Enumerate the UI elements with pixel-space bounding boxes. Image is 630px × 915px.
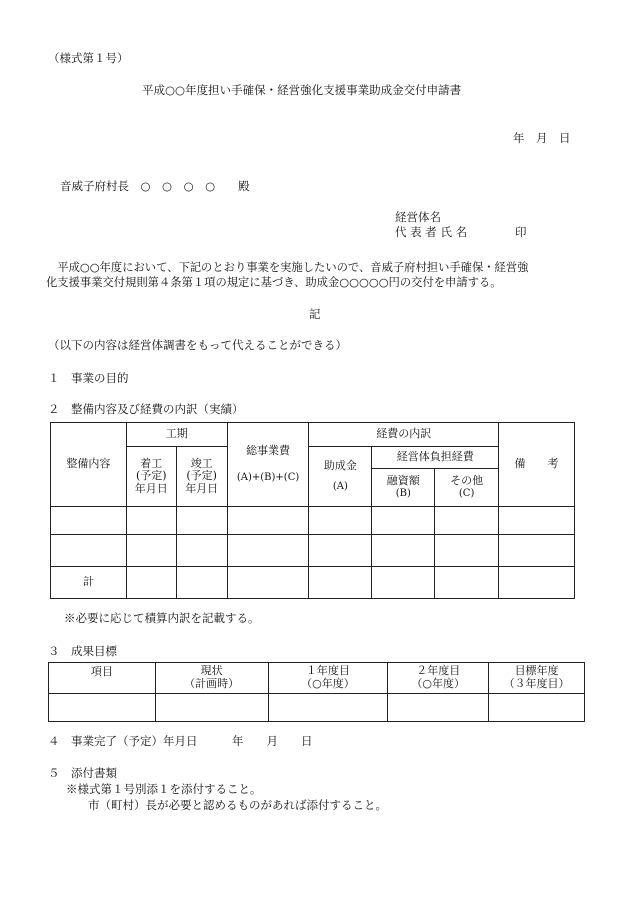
table-cell xyxy=(489,694,585,722)
header-period: 工期 xyxy=(126,423,227,447)
total-row-label: 計 xyxy=(51,567,127,599)
form-number: （様式第１号） xyxy=(48,51,129,65)
table-cell xyxy=(435,535,499,567)
expense-table xyxy=(50,422,575,599)
header-other xyxy=(435,469,499,507)
header-subsidy xyxy=(309,447,372,507)
table-cell xyxy=(499,567,575,599)
estimate-note: ※必要に応じて積算内訳を記載する。 xyxy=(64,611,260,625)
header-total xyxy=(227,423,309,507)
table-cell xyxy=(155,694,268,722)
header-end-line3: 年月日 xyxy=(185,481,219,495)
header-start-line1: 着工 xyxy=(140,456,163,470)
goals-table xyxy=(48,662,585,722)
table-cell xyxy=(372,507,435,535)
table-cell xyxy=(126,535,176,567)
section-1-heading: １ 事業の目的 xyxy=(48,371,129,385)
body-text-line-2: 化支援事業交付規則第４条第１項の規定に基づき、助成金○○○○○円の交付を申請する。 xyxy=(46,276,502,289)
header-subsidy-code: (A) xyxy=(332,481,348,493)
table-cell xyxy=(435,507,499,535)
attachment-note-2: 市（町村）長が必要と認めるものがあれば添付すること。 xyxy=(88,798,387,812)
table-cell xyxy=(372,567,435,599)
table-cell xyxy=(51,535,127,567)
total-row xyxy=(51,567,575,599)
header-total-label: 総事業費 xyxy=(246,444,291,458)
goals-header-item: 項目 xyxy=(49,663,156,694)
header-remarks: 備 考 xyxy=(499,423,575,507)
table-cell xyxy=(435,567,499,599)
goals-header-target-line2: （３年度目） xyxy=(503,677,570,690)
header-start-line2: (予定) xyxy=(135,469,167,483)
section-5-heading: ５ 添付書類 xyxy=(48,766,117,780)
goals-header-current xyxy=(155,663,268,694)
table-row xyxy=(51,535,575,567)
table-cell xyxy=(227,507,309,535)
section-2-heading: ２ 整備内容及び経費の内訳（実績） xyxy=(48,402,244,416)
table-cell xyxy=(227,535,309,567)
header-loan xyxy=(372,469,435,507)
table-cell xyxy=(176,507,227,535)
seal-mark: 印 xyxy=(515,225,527,239)
representative-label: 代 表 者 氏 名 xyxy=(395,225,468,239)
table-cell xyxy=(309,507,372,535)
table-cell xyxy=(309,535,372,567)
goals-header-year1 xyxy=(268,663,388,694)
goals-header-year1-line1: １年度目 xyxy=(305,664,350,678)
table-cell xyxy=(499,507,575,535)
document-title: 平成○○年度担い手確保・経営強化支援事業助成金交付申請書 xyxy=(142,83,462,97)
entity-name-label: 経営体名 xyxy=(395,210,441,224)
table-row xyxy=(51,507,575,535)
application-date: 年 月 日 xyxy=(513,131,571,145)
header-end-line1: 竣工 xyxy=(190,456,213,470)
goals-header-current-line1: 現状 xyxy=(200,664,223,678)
addressee: 音威子府村長 ○ ○ ○ ○ 殿 xyxy=(60,179,250,193)
header-start xyxy=(126,447,176,507)
header-breakdown: 経費の内訳 xyxy=(309,423,499,447)
header-loan-code: (B) xyxy=(395,488,411,500)
header-subsidy-label: 助成金 xyxy=(323,459,357,473)
goals-header-year2-line2: （○年度） xyxy=(411,677,466,690)
table-cell xyxy=(268,694,388,722)
header-total-formula: (A)+(B)+(C) xyxy=(236,472,300,484)
goals-header-year2 xyxy=(388,663,489,694)
goals-header-current-line2: （計画時） xyxy=(184,677,240,690)
header-loan-label: 融資額 xyxy=(386,474,420,488)
body-text-line-1: 平成○○年度において、下記のとおり事業を実施したいので、音威子府村担い手確保・経営強 xyxy=(46,261,529,274)
table-cell xyxy=(49,694,156,722)
section-4-completion-date: ４ 事業完了（予定）年月日 年 月 日 xyxy=(48,734,313,748)
header-start-line3: 年月日 xyxy=(134,481,168,495)
section-3-heading: ３ 成果目標 xyxy=(48,644,117,658)
header-end-line2: (予定) xyxy=(186,469,217,483)
table-row xyxy=(49,694,585,722)
attachment-note-1: ※様式第１号別添１を添付すること。 xyxy=(66,782,262,796)
header-other-label: その他 xyxy=(450,474,484,488)
table-cell xyxy=(309,567,372,599)
goals-header-target-line1: 目標年度 xyxy=(514,664,559,678)
goals-header-target xyxy=(489,663,585,694)
table-cell xyxy=(176,567,227,599)
table-cell xyxy=(51,507,127,535)
header-item: 整備内容 xyxy=(51,423,127,507)
header-other-code: (C) xyxy=(458,488,475,500)
goals-header-year1-line2: （○年度） xyxy=(301,677,355,690)
table-cell xyxy=(388,694,489,722)
table-cell xyxy=(176,535,227,567)
ki-heading: 記 xyxy=(309,307,321,321)
header-end xyxy=(176,447,227,507)
table-cell xyxy=(499,535,575,567)
table-cell xyxy=(126,567,176,599)
table-cell xyxy=(126,507,176,535)
table-cell xyxy=(227,567,309,599)
table-cell xyxy=(372,535,435,567)
header-burden: 経営体負担経費 xyxy=(372,447,499,469)
substitute-note: （以下の内容は経営体調書をもって代えることができる） xyxy=(48,338,347,352)
goals-header-year2-line1: ２年度目 xyxy=(416,664,461,678)
